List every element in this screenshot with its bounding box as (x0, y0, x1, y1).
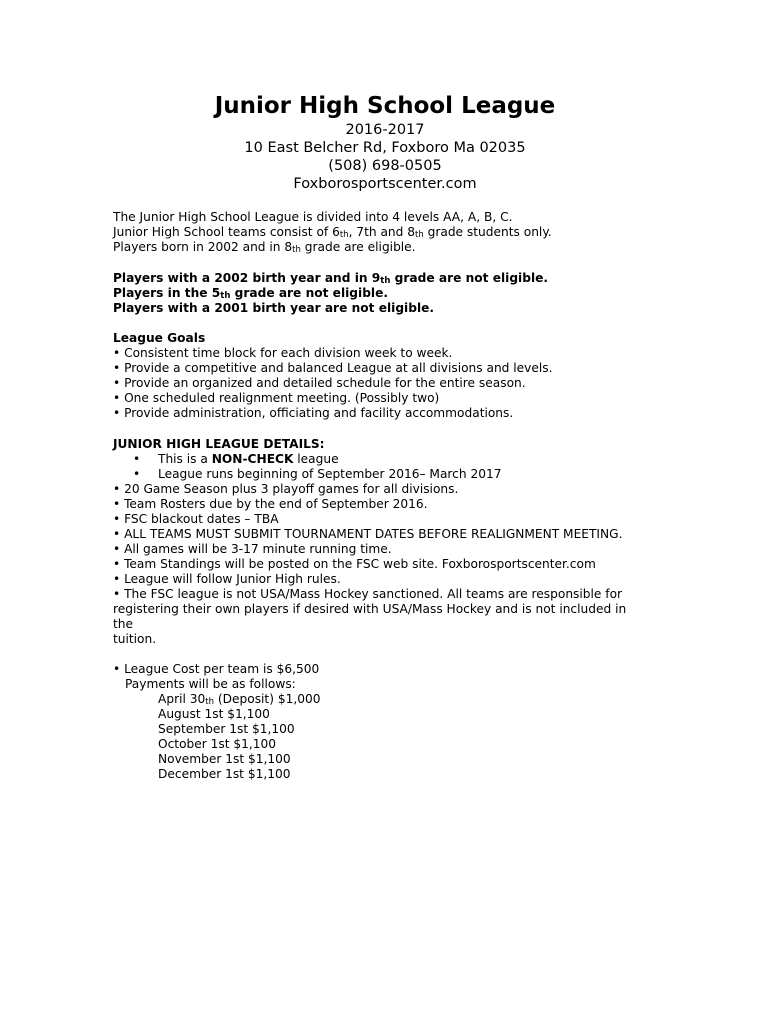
list-item: • League will follow Junior High rules. (113, 572, 341, 586)
intro-line: Junior High School teams consist of 6th, 7th and 8th grade students only. (113, 225, 552, 240)
list-item: • Team Standings will be posted on the FSC web site. Foxborosportscenter.com (113, 557, 596, 571)
list-item: • All games will be 3-17 minute running time. (113, 542, 392, 556)
goals-heading: League Goals (113, 331, 206, 345)
intro-section (113, 210, 658, 255)
list-item-continued: the (113, 617, 134, 631)
list-item: • 20 Game Season plus 3 playoff games for all divisions. (113, 482, 459, 496)
list-item-continued: tuition. (113, 632, 157, 646)
address: 10 East Belcher Rd, Foxboro Ma 02035 (244, 140, 526, 156)
payments-label: Payments will be as follows: (125, 677, 296, 691)
cost-line: • League Cost per team is $6,500 (113, 662, 320, 676)
list-item: • ALL TEAMS MUST SUBMIT TOURNAMENT DATES BEFORE REALIGNMENT MEETING. (113, 527, 623, 541)
list-item: • Provide an organized and detailed schedule for the entire season. (113, 376, 526, 390)
list-item: • Team Rosters due by the end of September 2016. (113, 497, 428, 511)
list-item: • One scheduled realignment meeting. (Possibly two) (113, 391, 440, 405)
list-item: • FSC blackout dates – TBA (113, 512, 279, 526)
list-item: • Consistent time block for each division week to week. (113, 346, 453, 360)
list-item: • Provide a competitive and balanced League at all divisions and levels. (113, 361, 553, 375)
list-item: • This is a NON-CHECK league (133, 452, 339, 466)
payment-item: November 1st $1,100 (158, 752, 291, 766)
list-item: • League runs beginning of September 2016– March 2017 (133, 467, 502, 481)
phone: (508) 698-0505 (328, 158, 442, 174)
eligibility-section (113, 271, 658, 316)
intro-line: Players born in 2002 and in 8th grade are eligible. (113, 240, 416, 255)
goals-section (113, 331, 658, 421)
eligibility-line: Players in the 5th grade are not eligible. (113, 286, 389, 301)
cost-section (113, 662, 658, 782)
payment-item: December 1st $1,100 (158, 767, 291, 781)
payment-item: September 1st $1,100 (158, 722, 295, 736)
intro-line: The Junior High School League is divided into 4 levels AA, A, B, C. (113, 210, 513, 224)
list-item: • The FSC league is not USA/Mass Hockey sanctioned. All teams are responsible for (113, 587, 623, 601)
list-item-continued: registering their own players if desired with USA/Mass Hockey and is not included in (113, 602, 627, 616)
website: Foxborosportscenter.com (293, 176, 477, 192)
details-section (113, 437, 658, 647)
payment-item: October 1st $1,100 (158, 737, 277, 751)
payment-item: August 1st $1,100 (158, 707, 270, 721)
season: 2016-2017 (345, 122, 425, 138)
eligibility-line: Players with a 2002 birth year and in 9th grade are not eligible. (113, 271, 549, 286)
details-heading: JUNIOR HIGH LEAGUE DETAILS: (113, 437, 325, 451)
document-title: Junior High School League (214, 93, 556, 119)
eligibility-line: Players with a 2001 birth year are not eligible. (113, 301, 435, 315)
payment-item: April 30th (Deposit) $1,000 (158, 692, 321, 707)
list-item: • Provide administration, officiating and facility accommodations. (113, 406, 514, 420)
